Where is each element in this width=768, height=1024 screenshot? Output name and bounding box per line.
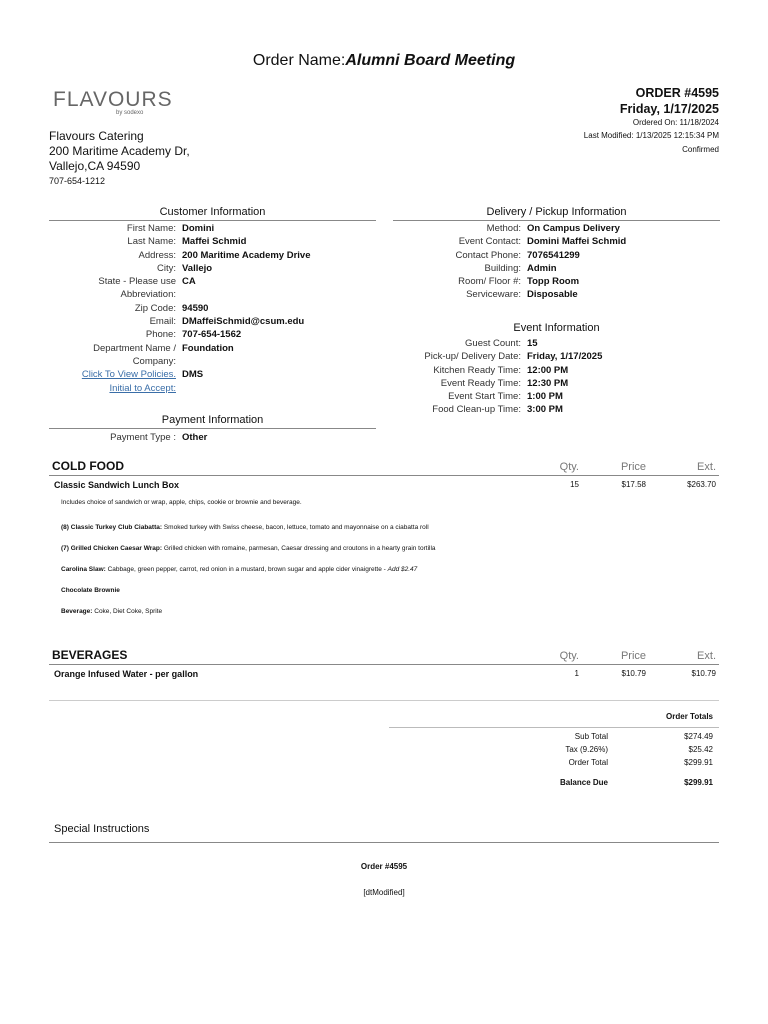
tax-value: $25.42 bbox=[688, 745, 713, 754]
flavours-logo bbox=[53, 88, 173, 116]
field-label: Room/ Floor #: bbox=[458, 276, 521, 288]
payment-section bbox=[49, 414, 376, 444]
event-row bbox=[393, 377, 720, 390]
item-option bbox=[49, 566, 417, 573]
event-row bbox=[393, 350, 720, 363]
customer-row bbox=[49, 328, 376, 341]
field-label: State - Please use bbox=[98, 276, 176, 288]
footer-order: Order #4595 bbox=[360, 862, 408, 871]
initial-value: DMS bbox=[182, 369, 204, 381]
price-header: Price bbox=[620, 461, 646, 473]
last-modified: Last Modified: 1/13/2025 12:15:34 PM bbox=[583, 131, 719, 140]
line-item bbox=[49, 665, 719, 679]
qty-header: Qty. bbox=[559, 650, 579, 662]
delivery-row bbox=[393, 262, 720, 275]
field-value: 15 bbox=[527, 338, 538, 349]
order-total-label: Order Total bbox=[568, 758, 608, 767]
field-label: Payment Type : bbox=[110, 432, 176, 443]
event-row bbox=[393, 403, 720, 416]
ordered-on: Ordered On: 11/18/2024 bbox=[632, 118, 719, 127]
company-phone: 707-654-1212 bbox=[49, 176, 106, 186]
company-address bbox=[49, 129, 190, 189]
field-label: Event Ready Time: bbox=[440, 377, 521, 389]
field-label: Company: bbox=[132, 355, 176, 367]
special-header: Special Instructions bbox=[54, 823, 150, 835]
order-date: Friday, 1/17/2025 bbox=[619, 102, 719, 116]
field-label: Kitchen Ready Time: bbox=[433, 364, 521, 376]
field-value: 12:00 PM bbox=[527, 364, 569, 376]
field-value: 200 Maritime Academy Drive bbox=[182, 249, 311, 261]
field-value: Topp Room bbox=[527, 276, 580, 288]
field-value: 707-654-1562 bbox=[182, 329, 242, 341]
customer-row bbox=[49, 249, 376, 262]
field-label: Serviceware: bbox=[466, 289, 521, 301]
totals-header-row bbox=[389, 710, 719, 728]
company-street: 200 Maritime Academy Dr, bbox=[49, 144, 190, 158]
customer-section bbox=[49, 206, 376, 395]
option-text: Grilled chicken with romaine, parmesan, Caesar dressing and croutons in a hearty grain tortilla bbox=[162, 545, 436, 552]
option-name: (7) Grilled Chicken Caesar Wrap: bbox=[61, 545, 163, 552]
item-ext: $10.79 bbox=[691, 669, 716, 678]
field-value: Domini Maffei Schmid bbox=[527, 236, 627, 248]
payment-header: Payment Information bbox=[49, 414, 376, 429]
cold-food-header bbox=[49, 459, 719, 476]
field-label: Department Name / bbox=[93, 342, 176, 354]
item-option bbox=[49, 587, 120, 594]
company-city: Vallejo,CA 94590 bbox=[49, 159, 141, 173]
field-label: Event Contact: bbox=[458, 236, 521, 248]
field-value: On Campus Delivery bbox=[527, 223, 620, 234]
field-label: Phone: bbox=[145, 329, 176, 341]
order-title bbox=[0, 52, 768, 70]
field-label: Email: bbox=[149, 316, 176, 328]
delivery-row bbox=[393, 235, 720, 248]
order-total-row bbox=[389, 756, 719, 769]
qty-header: Qty. bbox=[559, 461, 579, 473]
subtotal-value: $274.49 bbox=[684, 732, 713, 741]
option-name: (8) Classic Turkey Club Ciabatta: bbox=[61, 524, 163, 531]
customer-row bbox=[49, 275, 376, 288]
logo-wordmark: FLAVOURS bbox=[53, 88, 173, 111]
field-label: Abbreviation: bbox=[120, 289, 176, 301]
field-value: Friday, 1/17/2025 bbox=[527, 351, 603, 363]
field-value: 12:30 PM bbox=[527, 377, 569, 389]
initial-accept-link[interactable]: Initial to Accept: bbox=[109, 382, 176, 394]
option-name: Carolina Slaw: bbox=[61, 566, 106, 573]
event-row bbox=[393, 390, 720, 403]
field-label: Address: bbox=[138, 249, 176, 261]
ext-header: Ext. bbox=[697, 461, 716, 473]
customer-row bbox=[49, 235, 376, 248]
policies-row bbox=[49, 368, 376, 381]
customer-row bbox=[49, 342, 376, 355]
field-value: Disposable bbox=[527, 289, 578, 301]
field-label: Event Start Time: bbox=[448, 391, 521, 403]
balance-label: Balance Due bbox=[559, 778, 608, 787]
tax-row bbox=[389, 743, 719, 756]
customer-row bbox=[49, 222, 376, 235]
option-name: Beverage: bbox=[61, 608, 93, 615]
option-text: Coke, Diet Coke, Sprite bbox=[92, 608, 163, 615]
customer-header: Customer Information bbox=[49, 206, 376, 221]
customer-row bbox=[49, 355, 376, 368]
item-price: $10.79 bbox=[621, 669, 646, 678]
subtotal-label: Sub Total bbox=[574, 732, 608, 741]
field-value: Other bbox=[182, 432, 208, 443]
order-title-prefix: Order Name: bbox=[252, 52, 346, 69]
item-ext: $263.70 bbox=[687, 480, 716, 489]
field-value: 94590 bbox=[182, 302, 209, 314]
item-description: Includes choice of sandwich or wrap, apple, chips, cookie or brownie and beverage. bbox=[61, 499, 302, 506]
item-price: $17.58 bbox=[621, 480, 646, 489]
field-value: 1:00 PM bbox=[527, 391, 563, 403]
subtotal-row bbox=[389, 728, 719, 743]
field-label: Contact Phone: bbox=[455, 249, 521, 261]
order-number: ORDER #4595 bbox=[635, 86, 719, 100]
divider bbox=[49, 700, 719, 701]
delivery-row bbox=[393, 222, 720, 235]
field-value: Foundation bbox=[182, 342, 234, 354]
field-label: Zip Code: bbox=[134, 302, 176, 314]
line-item bbox=[49, 476, 719, 490]
field-label: Pick-up/ Delivery Date: bbox=[424, 351, 521, 363]
order-status: Confirmed bbox=[682, 145, 719, 154]
item-name: Orange Infused Water - per gallon bbox=[54, 669, 199, 679]
item-qty: 15 bbox=[570, 480, 579, 489]
event-section bbox=[393, 322, 720, 417]
event-row bbox=[393, 364, 720, 377]
field-value: Vallejo bbox=[182, 262, 213, 274]
order-total-value: $299.91 bbox=[684, 758, 713, 767]
initial-row bbox=[49, 382, 376, 395]
field-label: Guest Count: bbox=[465, 338, 521, 349]
field-label: First Name: bbox=[126, 223, 176, 234]
beverages-section bbox=[49, 648, 719, 679]
company-name: Flavours Catering bbox=[49, 129, 144, 143]
logo-byline: by sodexo bbox=[116, 110, 144, 116]
item-qty: 1 bbox=[574, 669, 579, 678]
item-name: Classic Sandwich Lunch Box bbox=[54, 480, 180, 490]
field-value: 7076541299 bbox=[527, 249, 580, 261]
option-text: Cabbage, green pepper, carrot, red onion in a mustard, brown sugar and apple cider vinaigrette - bbox=[105, 566, 388, 573]
field-value: 3:00 PM bbox=[527, 404, 563, 416]
ext-header: Ext. bbox=[697, 650, 716, 662]
field-value: Admin bbox=[527, 262, 557, 274]
field-value: Domini bbox=[182, 223, 215, 234]
order-header bbox=[584, 86, 719, 154]
price-header: Price bbox=[620, 650, 646, 662]
customer-row bbox=[49, 315, 376, 328]
totals-header: Order Totals bbox=[666, 712, 713, 721]
delivery-header: Delivery / Pickup Information bbox=[393, 206, 720, 221]
delivery-row bbox=[393, 275, 720, 288]
order-totals bbox=[389, 710, 719, 789]
field-value: DMaffeiSchmid@csum.edu bbox=[182, 316, 305, 328]
option-text: Smoked turkey with Swiss cheese, bacon, lettuce, tomato and mayonnaise on a ciabatta roll bbox=[162, 524, 429, 531]
payment-row bbox=[49, 429, 376, 444]
beverages-header bbox=[49, 648, 719, 665]
delivery-row bbox=[393, 249, 720, 262]
cold-food-section bbox=[49, 459, 719, 490]
tax-label: Tax (9.26%) bbox=[565, 745, 608, 754]
balance-value: $299.91 bbox=[684, 778, 713, 787]
view-policies-link[interactable]: Click To View Policies. bbox=[81, 369, 176, 381]
event-header: Event Information bbox=[513, 322, 600, 334]
delivery-row bbox=[393, 288, 720, 301]
field-label: Method: bbox=[486, 223, 521, 234]
category-title: COLD FOOD bbox=[52, 459, 124, 473]
field-label: Building: bbox=[484, 262, 521, 274]
order-title-name: Alumni Board Meeting bbox=[345, 52, 516, 69]
category-title: BEVERAGES bbox=[52, 648, 128, 662]
field-label: Food Clean-up Time: bbox=[432, 404, 521, 416]
option-price: Add $2.47 bbox=[387, 566, 418, 573]
item-option bbox=[49, 524, 429, 531]
special-instructions bbox=[49, 819, 719, 843]
field-label: City: bbox=[157, 262, 176, 274]
field-value: Maffei Schmid bbox=[182, 236, 247, 248]
customer-row bbox=[49, 262, 376, 275]
item-option bbox=[49, 608, 162, 615]
delivery-section bbox=[393, 206, 720, 302]
option-name: Chocolate Brownie bbox=[61, 587, 120, 594]
customer-row bbox=[49, 302, 376, 315]
balance-row bbox=[389, 776, 719, 789]
event-row bbox=[393, 337, 720, 350]
customer-row bbox=[49, 288, 376, 301]
field-label: Last Name: bbox=[127, 236, 176, 248]
footer-modified: [dtModified] bbox=[363, 888, 405, 897]
item-option bbox=[49, 545, 436, 552]
field-value: CA bbox=[182, 276, 196, 288]
